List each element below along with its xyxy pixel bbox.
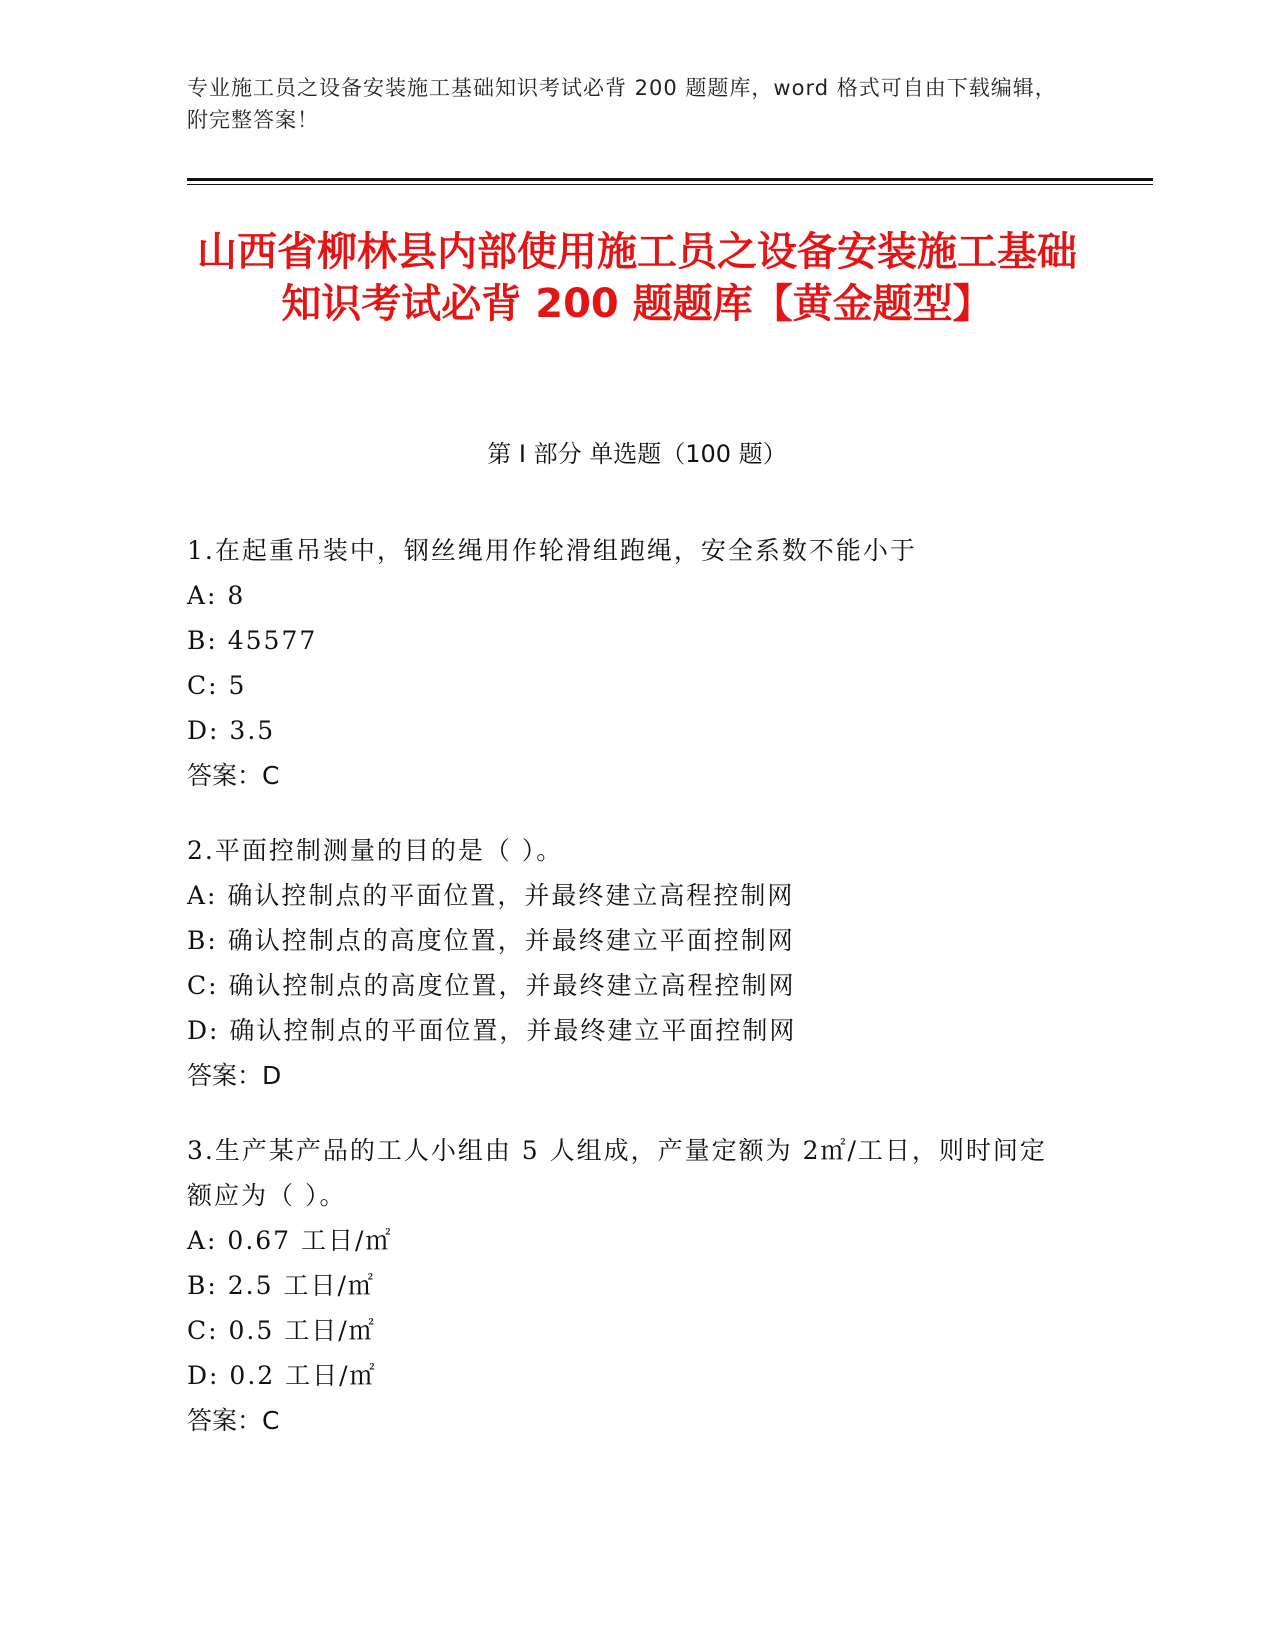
- answer: 答案：C: [187, 761, 280, 790]
- option-b: B: 2.5 工日/㎡: [187, 1271, 375, 1300]
- option-c: C: 0.5 工日/㎡: [187, 1316, 376, 1345]
- option-d: D: 确认控制点的平面位置，并最终建立平面控制网: [187, 1016, 797, 1045]
- header-note: 专业施工员之设备安装施工基础知识考试必背 200 题题库，word 格式可自由下载编辑，附完整答案！: [187, 76, 1057, 132]
- section-heading: 第 I 部分 单选题（100 题）: [487, 440, 787, 468]
- question-stem: 2.平面控制测量的目的是（ ）。: [187, 836, 564, 865]
- option-b: B: 45577: [187, 626, 318, 655]
- option-d: D: 0.2 工日/㎡: [187, 1361, 377, 1390]
- question-3: [187, 1128, 1087, 1443]
- answer: 答案：C: [187, 1406, 280, 1435]
- option-d: D: 3.5: [187, 716, 276, 745]
- header-divider-thin: [187, 184, 1153, 185]
- question-stem: 1.在起重吊装中，钢丝绳用作轮滑组跑绳，安全系数不能小于: [187, 536, 917, 565]
- option-a: A: 8: [187, 581, 246, 610]
- question-1: [187, 528, 1087, 798]
- option-a: A: 0.67 工日/㎡: [187, 1226, 393, 1255]
- option-b: B: 确认控制点的高度位置，并最终建立平面控制网: [187, 926, 795, 955]
- option-c: C: 5: [187, 671, 247, 700]
- option-a: A: 确认控制点的平面位置，并最终建立高程控制网: [187, 881, 795, 910]
- header-divider-thick: [187, 178, 1153, 181]
- document-title: 山西省柳林县内部使用施工员之设备安装施工基础知识考试必背 200 题题库【黄金题型】: [197, 229, 1077, 327]
- question-2: [187, 828, 1087, 1098]
- question-stem: 3.生产某产品的工人小组由 5 人组成，产量定额为 2㎡/工日，则时间定额应为（ ）。: [187, 1136, 1047, 1210]
- question-list: [187, 528, 1087, 1473]
- option-c: C: 确认控制点的高度位置，并最终建立高程控制网: [187, 971, 796, 1000]
- answer: 答案：D: [187, 1061, 282, 1090]
